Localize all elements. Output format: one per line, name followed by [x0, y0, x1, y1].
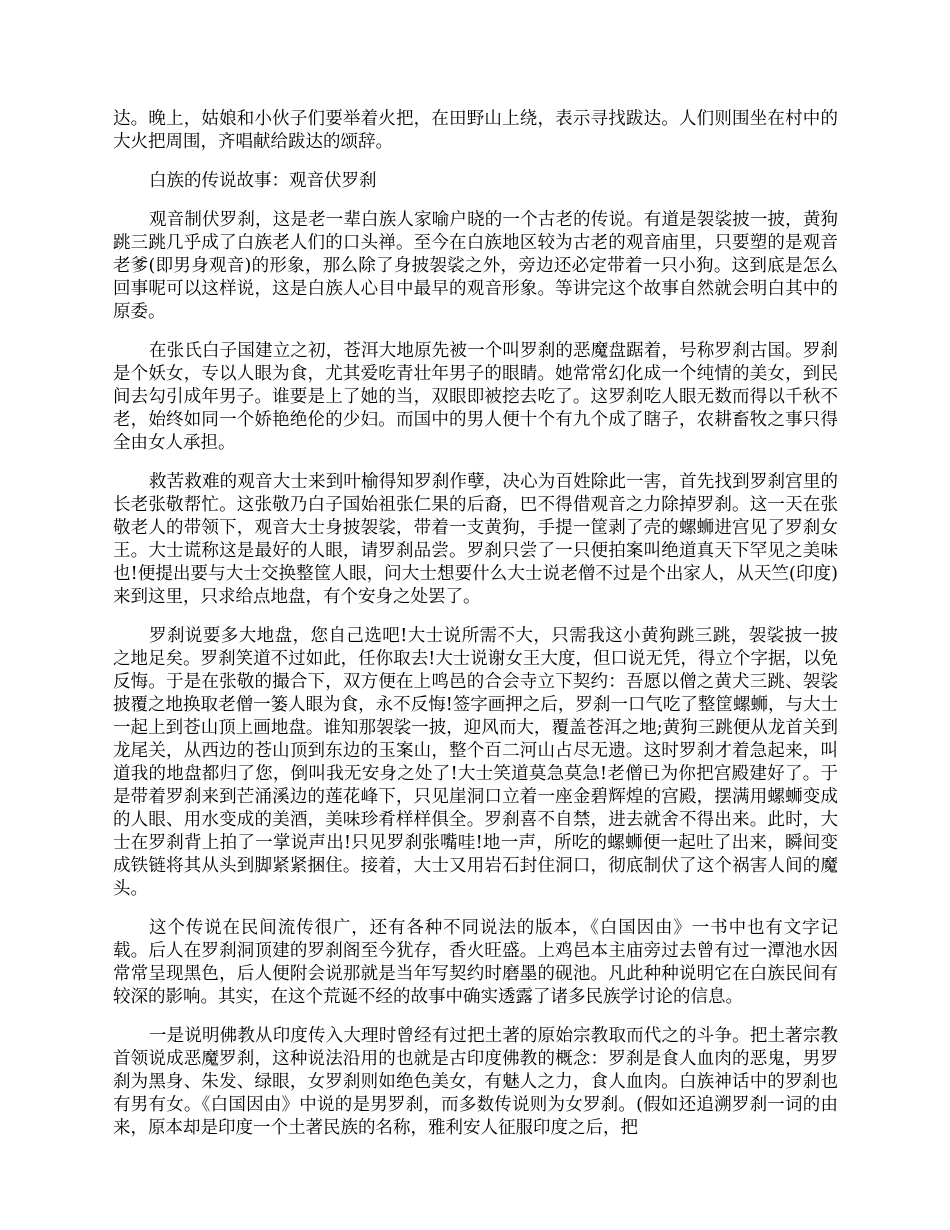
- paragraph: 在张氏白子国建立之初，苍洱大地原先被一个叫罗刹的恶魔盘踞着，号称罗刹古国。罗刹是个妖女，专以人眼为食，尤其爱吃青壮年男子的眼睛。她常常幻化成一个纯情的美女，到民间去勾引成年男子。谁要是上了她的当，双眼即被挖去吃了。这罗刹吃人眼无数而得以千秋不老，始终如同一个娇艳绝伦的少妇。而国中的男人便十个有九个成了瞎子，农耕畜牧之事只得全由女人承担。: [113, 341, 838, 453]
- paragraph-continuation: 达。晚上，姑娘和小伙子们要举着火把，在田野山上绕，表示寻找跋达。人们则围坐在村中的大火把周围，齐唱献给跋达的颂辞。: [113, 109, 838, 152]
- document-page: [113, 108, 838, 1156]
- paragraph: 罗刹说要多大地盘，您自己选吧!大士说所需不大，只需我这小黄狗跳三跳，袈裟披一披之地足矣。罗刹笑道不过如此，任你取去!大士说谢女王大度，但口说无凭，得立个字据，以免反悔。于是在张敬的撮合下，双方便在上鸣邑的合会寺立下契约：吾愿以僧之黄犬三跳、袈裟披覆之地换取老僧一篓人眼为食，永不反悔!签字画押之后，罗刹一口气吃了整筐螺蛳，与大士一起上到苍山顶上画地盘。谁知那袈裟一披，迎风而大，覆盖苍洱之地;黄狗三跳便从龙首关到龙尾关，从西边的苍山顶到东边的玉案山，整个百二河山占尽无遗。这时罗刹才着急起来，叫道我的地盘都归了您，倒叫我无安身之处了!大士笑道莫急莫急!老僧已为你把宫殿建好了。于是带着罗刹来到芒涌溪边的莲花峰下，只见崖洞口立着一座金碧辉煌的宫殿，摆满用螺蛳变成的人眼、用水变成的美酒，美味珍肴样样俱全。罗刹喜不自禁，进去就舍不得出来。此时，大士在罗刹背上拍了一掌说声出!只见罗刹张嘴哇!地一声，所吃的螺蛳便一起吐了出来，瞬间变成铁链将其从头到脚紧紧捆住。接着，大士又用岩石封住洞口，彻底制伏了这个祸害人间的魔头。: [113, 626, 838, 899]
- paragraph: 一是说明佛教从印度传入大理时曾经有过把土著的原始宗教取而代之的斗争。把土著宗教首领说成恶魔罗刹，这种说法沿用的也就是古印度佛教的概念：罗刹是食人血肉的恶鬼，男罗刹为黑身、朱发、绿眼，女罗刹则如绝色美女，有魅人之力，食人血肉。白族神话中的罗刹也有男有女。《白国因由》中说的是男罗刹，而多数传说则为女罗刹。(假如还追溯罗刹一词的由来，原本却是印度一个土著民族的名称，雅利安人征服印度之后，把: [113, 1026, 838, 1138]
- section-heading: 白族的传说故事：观音伏罗刹: [149, 171, 377, 191]
- paragraph: 观音制伏罗刹，这是老一辈白族人家喻户晓的一个古老的传说。有道是袈裟披一披，黄狗跳三跳几乎成了白族老人们的口头禅。至今在白族地区较为古老的观音庙里，只要塑的是观音老爹(即男身观音)的形象，那么除了身披袈裟之外，旁边还必定带着一只小狗。这到底是怎么回事呢可以这样说，这是白族人心目中最早的观音形象。等讲完这个故事自然就会明白其中的原委。: [113, 210, 838, 322]
- paragraph: 救苦救难的观音大士来到叶榆得知罗刹作孽，决心为百姓除此一害，首先找到罗刹宫里的长老张敬帮忙。这张敬乃白子国始祖张仁果的后裔，巴不得借观音之力除掉罗刹。这一天在张敬老人的带领下，观音大士身披袈裟，带着一支黄狗，手提一筐剥了壳的螺蛳进宫见了罗刹女王。大士谎称这是最好的人眼，请罗刹品尝。罗刹只尝了一只便拍案叫绝道真天下罕见之美味也!便提出要与大士交换整筐人眼，问大士想要什么大士说老僧不过是个出家人，从天竺(印度)来到这里，只求给点地盘，有个安身之处罢了。: [113, 472, 838, 607]
- paragraph: 这个传说在民间流传很广，还有各种不同说法的版本，《白国因由》一书中也有文字记载。后人在罗刹洞顶建的罗刹阁至今犹存，香火旺盛。上鸡邑本主庙旁过去曾有过一潭池水因常常呈现黑色，后人便附会说那就是当年写契约时磨墨的砚池。凡此种种说明它在白族民间有较深的影响。其实，在这个荒诞不经的故事中确实透露了诸多民族学讨论的信息。: [113, 918, 838, 1007]
